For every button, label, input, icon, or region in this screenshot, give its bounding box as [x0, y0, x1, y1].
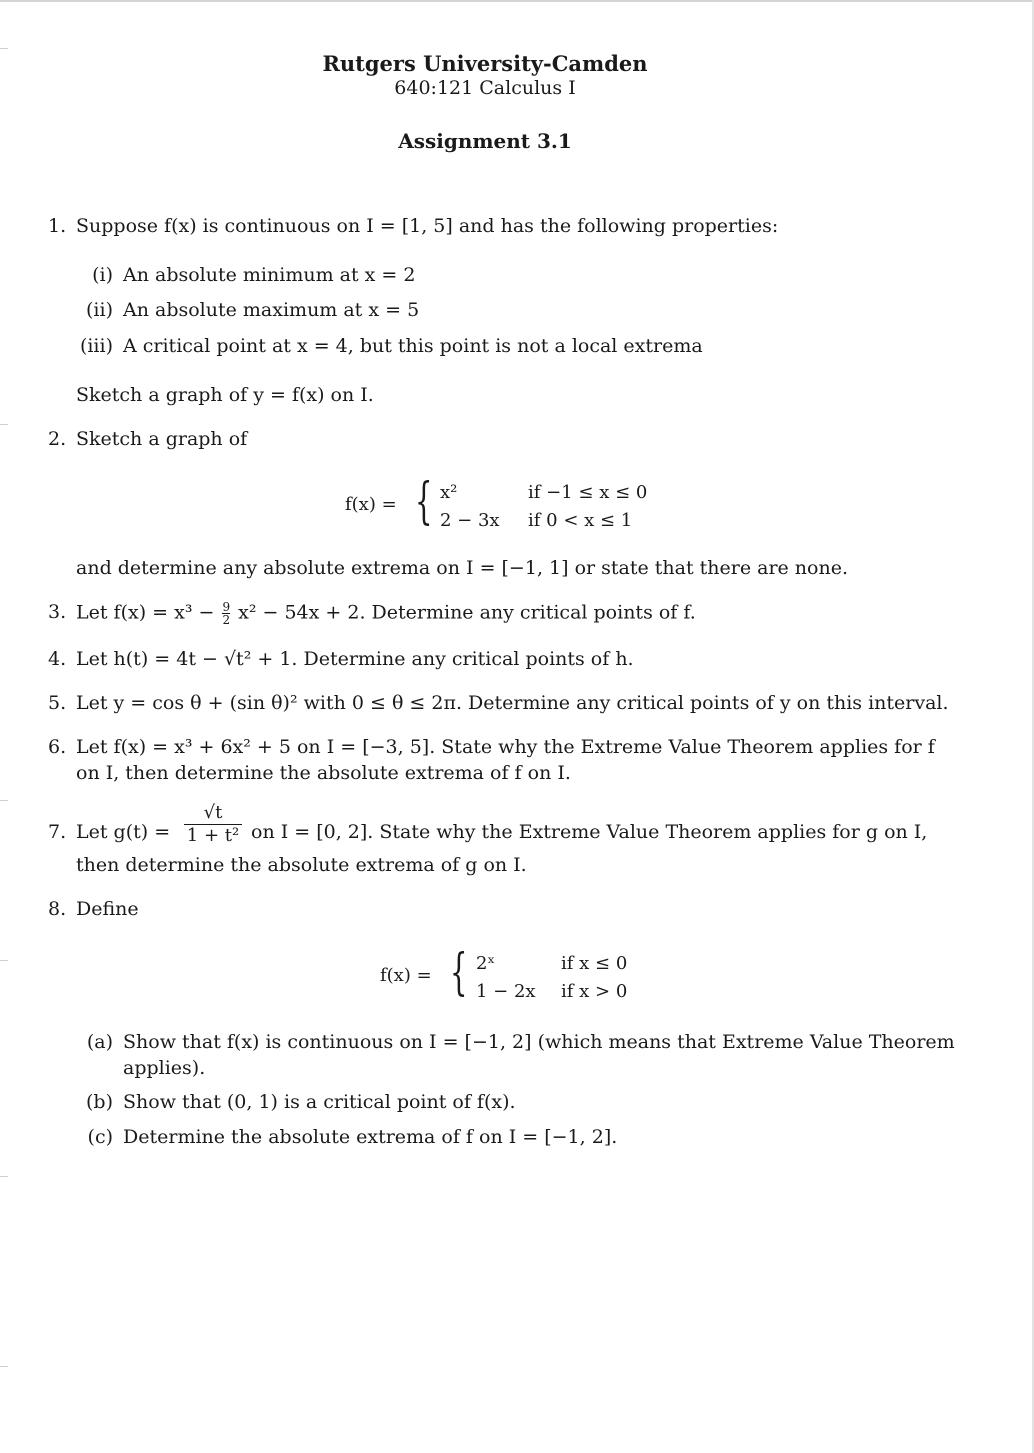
fraction-denominator: 1 + t² — [186, 824, 240, 846]
piecewise-cond: if x ≤ 0 — [561, 953, 628, 974]
problem-8-number: 8. — [48, 898, 67, 920]
problem-8-item-line2: applies). — [123, 1057, 206, 1079]
problem-1-item-label: (iii) — [79, 335, 113, 357]
margin-tick — [0, 1176, 8, 1177]
piecewise-lhs: f(x) = — [380, 965, 432, 986]
problem-3-number: 3. — [48, 601, 67, 623]
institution-name: Rutgers University-Camden — [322, 51, 648, 76]
fraction — [184, 803, 242, 846]
assignment-title: Assignment 3.1 — [398, 129, 572, 153]
piecewise-expr: 2ˣ — [476, 953, 496, 974]
problem-8-item-label: (b) — [86, 1091, 113, 1113]
piecewise-cond: if 0 < x ≤ 1 — [528, 510, 633, 531]
piecewise-cond: if −1 ≤ x ≤ 0 — [528, 482, 648, 503]
problem-3-text-after: x² − 54x + 2. Determine any critical points of f. — [238, 601, 696, 624]
problem-1-followup: Sketch a graph of y = f(x) on I. — [76, 384, 374, 406]
problem-1-number: 1. — [48, 215, 67, 237]
problem-1-item-text: An absolute maximum at x = 5 — [123, 299, 420, 321]
piecewise-expr: x² — [440, 482, 458, 503]
left-brace: { — [415, 472, 433, 530]
margin-tick — [0, 1366, 8, 1367]
problem-7-lhs: Let g(t) = — [76, 821, 171, 843]
problem-8-text: Define — [76, 898, 139, 920]
course-name: 640:121 Calculus I — [394, 77, 576, 99]
fraction-numerator: √t — [203, 802, 223, 823]
problem-6-line1: Let f(x) = x³ + 6x² + 5 on I = [−3, 5]. State why the Extreme Value Theorem applies for f — [76, 736, 935, 758]
problem-1-item-text: A critical point at x = 4, but this point is not a local extrema — [123, 335, 703, 357]
margin-tick — [0, 960, 8, 961]
left-brace: { — [450, 943, 468, 1001]
problem-6-number: 6. — [48, 736, 67, 758]
margin-tick — [0, 48, 8, 49]
problem-8-item-label: (c) — [87, 1126, 113, 1148]
problem-7-line1: on I = [0, 2]. State why the Extreme Value Theorem applies for g on I, — [251, 821, 928, 843]
margin-tick — [0, 800, 8, 801]
problem-6-line2: on I, then determine the absolute extrema of f on I. — [76, 762, 571, 784]
problem-1-text: Suppose f(x) is continuous on I = [1, 5] and has the following properties: — [76, 215, 779, 237]
problem-1-item-text: An absolute minimum at x = 2 — [123, 264, 416, 286]
problem-1-item-label: (i) — [92, 264, 113, 286]
piecewise-expr: 2 − 3x — [440, 510, 500, 531]
problem-4-text: Let h(t) = 4t − √t² + 1. Determine any critical points of h. — [76, 648, 634, 670]
problem-5-text: Let y = cos θ + (sin θ)² with 0 ≤ θ ≤ 2π. Determine any critical points of y on this interval. — [76, 692, 949, 714]
problem-7-line2: then determine the absolute extrema of g on I. — [76, 854, 527, 876]
fraction-denominator: 2 — [222, 613, 231, 627]
problem-2-text: Sketch a graph of — [76, 428, 248, 450]
problem-2-followup: and determine any absolute extrema on I = [−1, 1] or state that there are none. — [76, 557, 849, 579]
page-edge-top — [0, 0, 1034, 2]
margin-tick — [0, 424, 8, 425]
piecewise-lhs: f(x) = — [345, 494, 397, 515]
fraction-numerator: 9 — [222, 600, 231, 614]
problem-5-number: 5. — [48, 692, 67, 714]
problem-3-text — [76, 601, 696, 626]
problem-4-number: 4. — [48, 648, 67, 670]
fraction — [222, 601, 230, 626]
problem-7-number: 7. — [48, 821, 67, 843]
problem-8-item-text: Determine the absolute extrema of f on I = [−1, 2]. — [123, 1126, 618, 1148]
piecewise-expr: 1 − 2x — [476, 981, 536, 1002]
problem-2-number: 2. — [48, 428, 67, 450]
problem-1-item-label: (ii) — [86, 299, 113, 321]
problem-8-item-label: (a) — [86, 1031, 113, 1053]
problem-8-item-line1: Show that f(x) is continuous on I = [−1, 2] (which means that Extreme Value Theorem — [123, 1031, 955, 1053]
problem-8-item-text: Show that (0, 1) is a critical point of f(x). — [123, 1091, 516, 1113]
piecewise-cond: if x > 0 — [561, 981, 628, 1002]
problem-3-text-before: Let f(x) = x³ − — [76, 601, 215, 624]
